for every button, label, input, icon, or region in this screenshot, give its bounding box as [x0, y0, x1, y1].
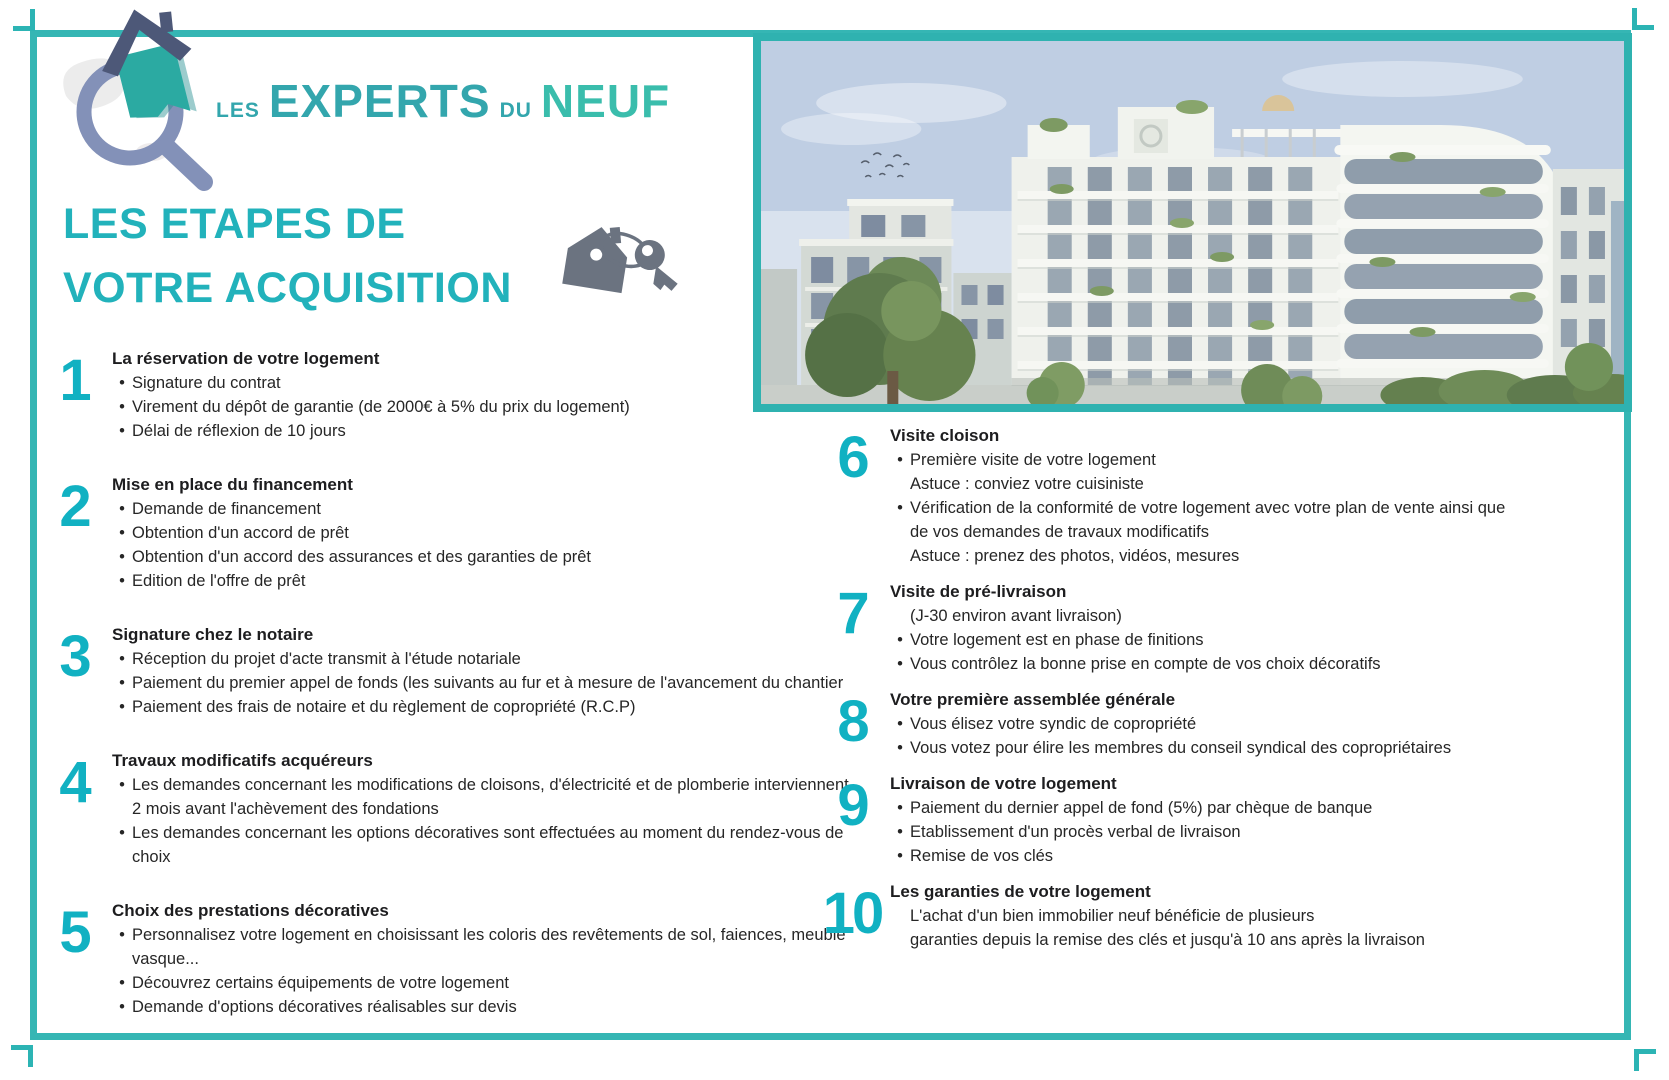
- corner-mark-bottom-right: [1634, 1049, 1656, 1071]
- step-line: [890, 796, 1372, 820]
- step-body: [882, 424, 1512, 568]
- step-number: 10: [822, 881, 882, 946]
- step-title: Les garanties de votre logement: [890, 882, 1151, 901]
- bullet-marker: •: [119, 698, 125, 716]
- step-line-text: Astuce : prenez des photos, vidéos, mesures: [910, 547, 1240, 565]
- step-number: 1: [59, 348, 89, 413]
- bullet-marker: •: [119, 824, 125, 842]
- step-line: [890, 472, 1512, 496]
- step-line-text: Vous élisez votre syndic de copropriété: [910, 715, 1197, 733]
- step-6: [822, 424, 1512, 568]
- bullet-marker: •: [119, 776, 125, 794]
- step-lines: [112, 923, 856, 1019]
- step-line: [112, 497, 591, 521]
- step-line-text: L'achat d'un bien immobilier neuf bénéficie de plusieurs: [910, 907, 1315, 925]
- step-line-text: Vous votez pour élire les membres du conseil syndical des copropriétaires: [910, 739, 1452, 757]
- step-title: La réservation de votre logement: [112, 349, 380, 368]
- bullet-marker: •: [897, 499, 903, 517]
- bullet-marker: •: [897, 715, 903, 733]
- step-line-text: Signature du contrat: [132, 374, 281, 392]
- step-number: 3: [59, 624, 89, 689]
- corner-mark-bottom-left: [11, 1045, 33, 1067]
- step-body: [104, 899, 856, 1019]
- step-line-text: Virement du dépôt de garantie (de 2000€ à 5% du prix du logement): [132, 398, 630, 416]
- step-title: Livraison de votre logement: [890, 774, 1117, 793]
- bullet-marker: •: [119, 500, 125, 518]
- brand-du: DU: [499, 99, 532, 122]
- step-line-text: Astuce : conviez votre cuisiniste: [910, 475, 1144, 493]
- main-building-curved-corner: [1334, 125, 1569, 404]
- step-lines: [112, 371, 630, 443]
- step-line: [112, 371, 630, 395]
- step-line-text: Délai de réflexion de 10 jours: [132, 422, 346, 440]
- step-line: [112, 923, 856, 971]
- bullet-marker: •: [119, 974, 125, 992]
- step-line: [112, 395, 630, 419]
- step-body: [882, 688, 1451, 760]
- step-line: [890, 820, 1372, 844]
- step-body: [882, 580, 1381, 676]
- step-body: [104, 347, 630, 443]
- steps-left-column: [44, 347, 856, 1049]
- bullet-marker: •: [897, 631, 903, 649]
- step-line: [890, 544, 1512, 568]
- step-line-text: Les demandes concernant les modifications de cloisons, d'électricité et de plomberie interviennent 2 mois avant l'achèvement des fondations: [132, 776, 849, 818]
- bullet-marker: •: [897, 655, 903, 673]
- brand-wordmark: [216, 74, 670, 128]
- indent-spacer: [890, 604, 910, 628]
- step-5: [44, 899, 856, 1019]
- bullet-marker: •: [119, 374, 125, 392]
- step-9: [822, 772, 1512, 868]
- step-1: [44, 347, 856, 443]
- step-line-text: Personnalisez votre logement en choisissant les coloris des revêtements de sol, faiences, meuble vasque...: [132, 926, 846, 968]
- indent-spacer: [890, 928, 910, 952]
- step-line-text: Edition de l'offre de prêt: [132, 572, 306, 590]
- step-line: [890, 904, 1425, 928]
- bullet-marker: •: [897, 451, 903, 469]
- step-line-text: Votre logement est en phase de finitions: [910, 631, 1204, 649]
- step-line: [112, 773, 856, 821]
- step-number: 6: [837, 425, 867, 490]
- step-title: Mise en place du financement: [112, 475, 353, 494]
- bullet-marker: •: [119, 674, 125, 692]
- step-line-text: Paiement du premier appel de fonds (les suivants au fur et à mesure de l'avancement du chantier: [132, 674, 844, 692]
- step-line: [112, 995, 856, 1019]
- bullet-marker: •: [119, 422, 125, 440]
- step-lines: [890, 904, 1425, 952]
- step-8: [822, 688, 1512, 760]
- step-line: [112, 647, 843, 671]
- step-line: [890, 448, 1512, 472]
- step-7: [822, 580, 1512, 676]
- step-line: [112, 545, 591, 569]
- bullet-marker: •: [119, 524, 125, 542]
- brand-experts: EXPERTS: [268, 75, 491, 127]
- step-lines: [112, 647, 843, 719]
- step-title: Visite cloison: [890, 426, 1000, 445]
- step-3: [44, 623, 856, 719]
- bullet-marker: •: [897, 739, 903, 757]
- step-body: [104, 749, 856, 869]
- bullet-marker: •: [119, 926, 125, 944]
- step-lines: [890, 796, 1372, 868]
- step-body: [882, 880, 1425, 952]
- step-line: [890, 496, 1512, 544]
- step-line-text: Les demandes concernant les options décoratives sont effectuées au moment du rendez-vous de choix: [132, 824, 844, 866]
- step-line: [112, 671, 843, 695]
- step-2: [44, 473, 856, 593]
- step-line-text: Vous contrôlez la bonne prise en compte de vos choix décoratifs: [910, 655, 1381, 673]
- step-number: 7: [837, 581, 867, 646]
- step-line-text: Première visite de votre logement: [910, 451, 1156, 469]
- step-line-text: garanties depuis la remise des clés et jusqu'à 10 ans après la livraison: [910, 931, 1425, 949]
- step-line-text: Découvrez certains équipements de votre logement: [132, 974, 509, 992]
- step-line-text: Remise de vos clés: [910, 847, 1054, 865]
- step-lines: [890, 712, 1451, 760]
- bullet-marker: •: [897, 799, 903, 817]
- indent-spacer: [890, 472, 910, 496]
- bullet-marker: •: [119, 998, 125, 1016]
- bullet-marker: •: [119, 548, 125, 566]
- bullet-marker: •: [897, 823, 903, 841]
- house-magnifier-logo-icon: [52, 0, 220, 192]
- step-line-text: Etablissement d'un procès verbal de livraison: [910, 823, 1241, 841]
- step-line: [890, 736, 1451, 760]
- house-keychain-keys-icon: [552, 216, 682, 312]
- step-number: 8: [837, 689, 867, 754]
- step-line: [112, 971, 856, 995]
- step-title: Travaux modificatifs acquéreurs: [112, 751, 373, 770]
- brand-neuf: NEUF: [540, 75, 671, 127]
- step-lines: [890, 604, 1381, 676]
- step-title: Visite de pré-livraison: [890, 582, 1067, 601]
- step-line: [112, 569, 591, 593]
- step-number: 5: [59, 900, 89, 965]
- step-line-text: (J-30 environ avant livraison): [910, 607, 1122, 625]
- step-title: Signature chez le notaire: [112, 625, 314, 644]
- step-lines: [112, 773, 856, 869]
- step-line: [890, 604, 1381, 628]
- step-body: [104, 473, 591, 593]
- step-number: 2: [59, 474, 89, 539]
- building-illustration: [761, 41, 1624, 404]
- step-body: [104, 623, 843, 719]
- bullet-marker: •: [119, 572, 125, 590]
- step-body: [882, 772, 1372, 868]
- step-line-text: Demande d'options décoratives réalisables sur devis: [132, 998, 517, 1016]
- step-4: [44, 749, 856, 869]
- step-line-text: Réception du projet d'acte transmit à l'étude notariale: [132, 650, 521, 668]
- corner-mark-top-right: [1632, 8, 1654, 30]
- brand-les: LES: [216, 99, 260, 122]
- page-title-line2: VOTRE ACQUISITION: [63, 264, 512, 312]
- step-line-text: Obtention d'un accord de prêt: [132, 524, 349, 542]
- step-line: [890, 712, 1451, 736]
- bullet-marker: •: [119, 398, 125, 416]
- step-line-text: Demande de financement: [132, 500, 321, 518]
- bullet-marker: •: [897, 847, 903, 865]
- step-line-text: Paiement du dernier appel de fond (5%) par chèque de banque: [910, 799, 1373, 817]
- step-number: 4: [59, 750, 89, 815]
- indent-spacer: [890, 904, 910, 928]
- page-title-line1: LES ETAPES DE: [63, 200, 406, 248]
- step-number: 9: [837, 773, 867, 838]
- page-title: [63, 192, 512, 320]
- step-10: [822, 880, 1512, 952]
- bullet-marker: •: [119, 650, 125, 668]
- step-line: [112, 821, 856, 869]
- step-line-text: Vérification de la conformité de votre logement avec votre plan de vente ainsi que de vos demandes de travaux modificatifs: [910, 499, 1506, 541]
- corner-mark-top-left: [13, 9, 35, 31]
- step-line-text: Obtention d'un accord des assurances et des garanties de prêt: [132, 548, 592, 566]
- steps-right-column: [822, 424, 1512, 964]
- step-line: [112, 695, 843, 719]
- step-line: [890, 652, 1381, 676]
- indent-spacer: [890, 544, 910, 568]
- step-line: [112, 419, 630, 443]
- step-title: Choix des prestations décoratives: [112, 901, 389, 920]
- new-apartment-building-photo: [753, 33, 1632, 412]
- step-lines: [112, 497, 591, 593]
- step-line: [112, 521, 591, 545]
- step-line-text: Paiement des frais de notaire et du règlement de copropriété (R.C.P): [132, 698, 636, 716]
- step-line: [890, 844, 1372, 868]
- step-line: [890, 628, 1381, 652]
- step-title: Votre première assemblée générale: [890, 690, 1176, 709]
- step-line: [890, 928, 1425, 952]
- step-lines: [890, 448, 1512, 568]
